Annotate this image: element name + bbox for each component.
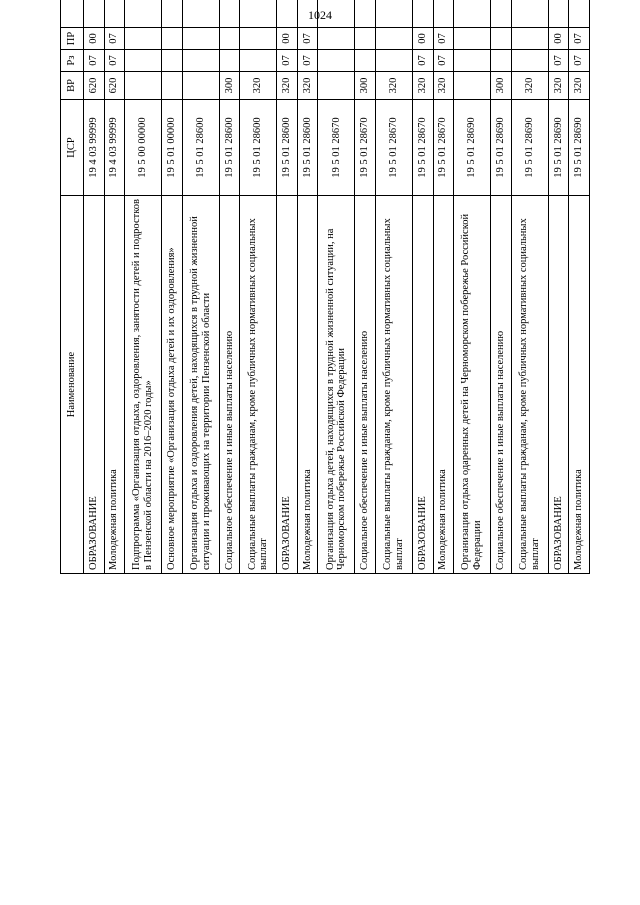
header-rz: Рз: [61, 50, 84, 72]
table-row: [104, 0, 125, 574]
cell-vr: 320: [569, 72, 590, 100]
cell-rz: 07: [277, 50, 298, 72]
cell-pr: [219, 28, 240, 50]
cell-vr: 320: [297, 72, 318, 100]
cell-rz: [318, 50, 355, 72]
cell-y2020: [355, 0, 376, 28]
cell-y2020: [375, 0, 412, 28]
cell-pr: 00: [548, 28, 569, 50]
cell-pr: 07: [569, 28, 590, 50]
cell-name: Социальное обеспечение и иные выплаты населению: [355, 196, 376, 574]
cell-csr: 19 5 01 28600: [182, 100, 219, 196]
header-name: Наименование: [61, 196, 84, 574]
cell-name: Организация отдыха детей, находящихся в трудной жизненной ситуации, на Черноморском побережье Российской Федерации: [318, 196, 355, 574]
cell-rz: [491, 50, 512, 72]
cell-vr: 620: [104, 72, 125, 100]
table-body: [84, 0, 590, 574]
cell-pr: [375, 28, 412, 50]
cell-csr: 19 5 01 28600: [240, 100, 277, 196]
cell-name: ОБРАЗОВАНИЕ: [548, 196, 569, 574]
table-header-row: [61, 0, 84, 574]
table-row: [548, 0, 569, 574]
cell-rz: 07: [297, 50, 318, 72]
cell-y2020: [433, 0, 454, 28]
cell-y2020: [182, 0, 219, 28]
cell-vr: 320: [240, 72, 277, 100]
cell-name: ОБРАЗОВАНИЕ: [412, 196, 433, 574]
cell-csr: 19 5 01 28690: [548, 100, 569, 196]
cell-csr: 19 5 01 28690: [491, 100, 512, 196]
cell-vr: 300: [491, 72, 512, 100]
cell-name: Социальное обеспечение и иные выплаты населению: [491, 196, 512, 574]
cell-csr: 19 5 01 00000: [162, 100, 183, 196]
cell-name: ОБРАЗОВАНИЕ: [277, 196, 298, 574]
cell-y2020: [162, 0, 183, 28]
cell-csr: 19 5 01 28670: [318, 100, 355, 196]
header-2020: [61, 0, 84, 28]
cell-name: Молодежная политика: [104, 196, 125, 574]
cell-vr: 320: [277, 72, 298, 100]
cell-pr: [162, 28, 183, 50]
cell-pr: [318, 28, 355, 50]
table-row: [511, 0, 548, 574]
cell-name: Основное мероприятие «Организация отдыха детей и их оздоровления»: [162, 196, 183, 574]
cell-y2020: [104, 0, 125, 28]
table-row: [433, 0, 454, 574]
cell-csr: 19 5 01 28670: [375, 100, 412, 196]
cell-csr: 19 5 01 28690: [511, 100, 548, 196]
cell-csr: 19 5 01 28600: [219, 100, 240, 196]
cell-pr: 00: [84, 28, 105, 50]
cell-y2020: [318, 0, 355, 28]
header-pr: ПР: [61, 28, 84, 50]
cell-vr: 620: [84, 72, 105, 100]
table-row: [162, 0, 183, 574]
table-row: [84, 0, 105, 574]
cell-vr: 300: [219, 72, 240, 100]
cell-pr: [454, 28, 491, 50]
cell-csr: 19 5 01 28670: [433, 100, 454, 196]
cell-name: Молодежная политика: [569, 196, 590, 574]
cell-pr: 07: [433, 28, 454, 50]
cell-y2020: [84, 0, 105, 28]
cell-csr: 19 5 01 28670: [412, 100, 433, 196]
cell-name: Организация отдыха одаренных детей на Черноморском побережье Российской Федерации: [454, 196, 491, 574]
table-row: [412, 0, 433, 574]
table-row: [277, 0, 298, 574]
cell-rz: [375, 50, 412, 72]
cell-pr: [511, 28, 548, 50]
table-row: [375, 0, 412, 574]
cell-rz: [454, 50, 491, 72]
cell-name: Подпрограмма «Организация отдыха, оздоровления, занятости детей и подростков в Пензенской области на 2016–2020 годы»: [125, 196, 162, 574]
cell-name: ОБРАЗОВАНИЕ: [84, 196, 105, 574]
cell-y2020: [491, 0, 512, 28]
cell-vr: [318, 72, 355, 100]
cell-rz: [240, 50, 277, 72]
cell-name: Молодежная политика: [433, 196, 454, 574]
cell-rz: 07: [548, 50, 569, 72]
cell-pr: [355, 28, 376, 50]
cell-vr: 320: [511, 72, 548, 100]
rotated-table-container: [60, 31, 590, 884]
rotated-table-frame: [60, 0, 590, 574]
table-row: [182, 0, 219, 574]
header-csr: ЦСР: [61, 100, 84, 196]
cell-pr: 00: [412, 28, 433, 50]
cell-vr: 320: [433, 72, 454, 100]
cell-vr: 320: [375, 72, 412, 100]
cell-vr: 300: [355, 72, 376, 100]
table-row: [355, 0, 376, 574]
cell-rz: 07: [104, 50, 125, 72]
cell-rz: [355, 50, 376, 72]
cell-y2020: [412, 0, 433, 28]
cell-csr: 19 5 01 28600: [297, 100, 318, 196]
cell-rz: [219, 50, 240, 72]
page-number: 1024: [308, 8, 332, 22]
table-row: [125, 0, 162, 574]
cell-vr: 320: [412, 72, 433, 100]
cell-y2020: [569, 0, 590, 28]
cell-rz: 07: [412, 50, 433, 72]
cell-csr: 19 5 01 28600: [277, 100, 298, 196]
table-row: [454, 0, 491, 574]
table-row: [491, 0, 512, 574]
cell-name: Социальные выплаты гражданам, кроме публичных нормативных социальных выплат: [511, 196, 548, 574]
table-row: [219, 0, 240, 574]
cell-csr: 19 4 03 99999: [104, 100, 125, 196]
cell-csr: 19 5 01 28690: [569, 100, 590, 196]
cell-y2020: [219, 0, 240, 28]
cell-rz: [182, 50, 219, 72]
cell-name: Молодежная политика: [297, 196, 318, 574]
cell-pr: [125, 28, 162, 50]
cell-pr: [491, 28, 512, 50]
cell-pr: 07: [104, 28, 125, 50]
cell-y2020: [277, 0, 298, 28]
cell-y2020: [297, 0, 318, 28]
cell-y2020: [454, 0, 491, 28]
cell-y2020: [125, 0, 162, 28]
cell-name: Организация отдыха и оздоровления детей, находящихся в трудной жизненной ситуации и проживающих на территории Пензенской области: [182, 196, 219, 574]
cell-csr: 19 5 01 28690: [454, 100, 491, 196]
cell-csr: 19 5 00 00000: [125, 100, 162, 196]
header-vr: ВР: [61, 72, 84, 100]
cell-y2020: [240, 0, 277, 28]
table-row: [318, 0, 355, 574]
budget-table: [60, 0, 590, 574]
cell-rz: [511, 50, 548, 72]
cell-vr: 320: [548, 72, 569, 100]
cell-rz: 07: [569, 50, 590, 72]
cell-pr: 07: [297, 28, 318, 50]
cell-y2020: [548, 0, 569, 28]
cell-vr: [162, 72, 183, 100]
cell-pr: [240, 28, 277, 50]
cell-csr: 19 5 01 28670: [355, 100, 376, 196]
cell-vr: [182, 72, 219, 100]
cell-rz: 07: [84, 50, 105, 72]
cell-name: Социальные выплаты гражданам, кроме публичных нормативных социальных выплат: [375, 196, 412, 574]
cell-pr: [182, 28, 219, 50]
table-row: [297, 0, 318, 574]
cell-name: Социальное обеспечение и иные выплаты населению: [219, 196, 240, 574]
cell-y2020: [511, 0, 548, 28]
table-row: [569, 0, 590, 574]
cell-vr: [454, 72, 491, 100]
cell-name: Социальные выплаты гражданам, кроме публичных нормативных социальных выплат: [240, 196, 277, 574]
table-row: [240, 0, 277, 574]
cell-csr: 19 4 03 99999: [84, 100, 105, 196]
cell-rz: [125, 50, 162, 72]
cell-rz: 07: [433, 50, 454, 72]
cell-vr: [125, 72, 162, 100]
cell-rz: [162, 50, 183, 72]
cell-pr: 00: [277, 28, 298, 50]
